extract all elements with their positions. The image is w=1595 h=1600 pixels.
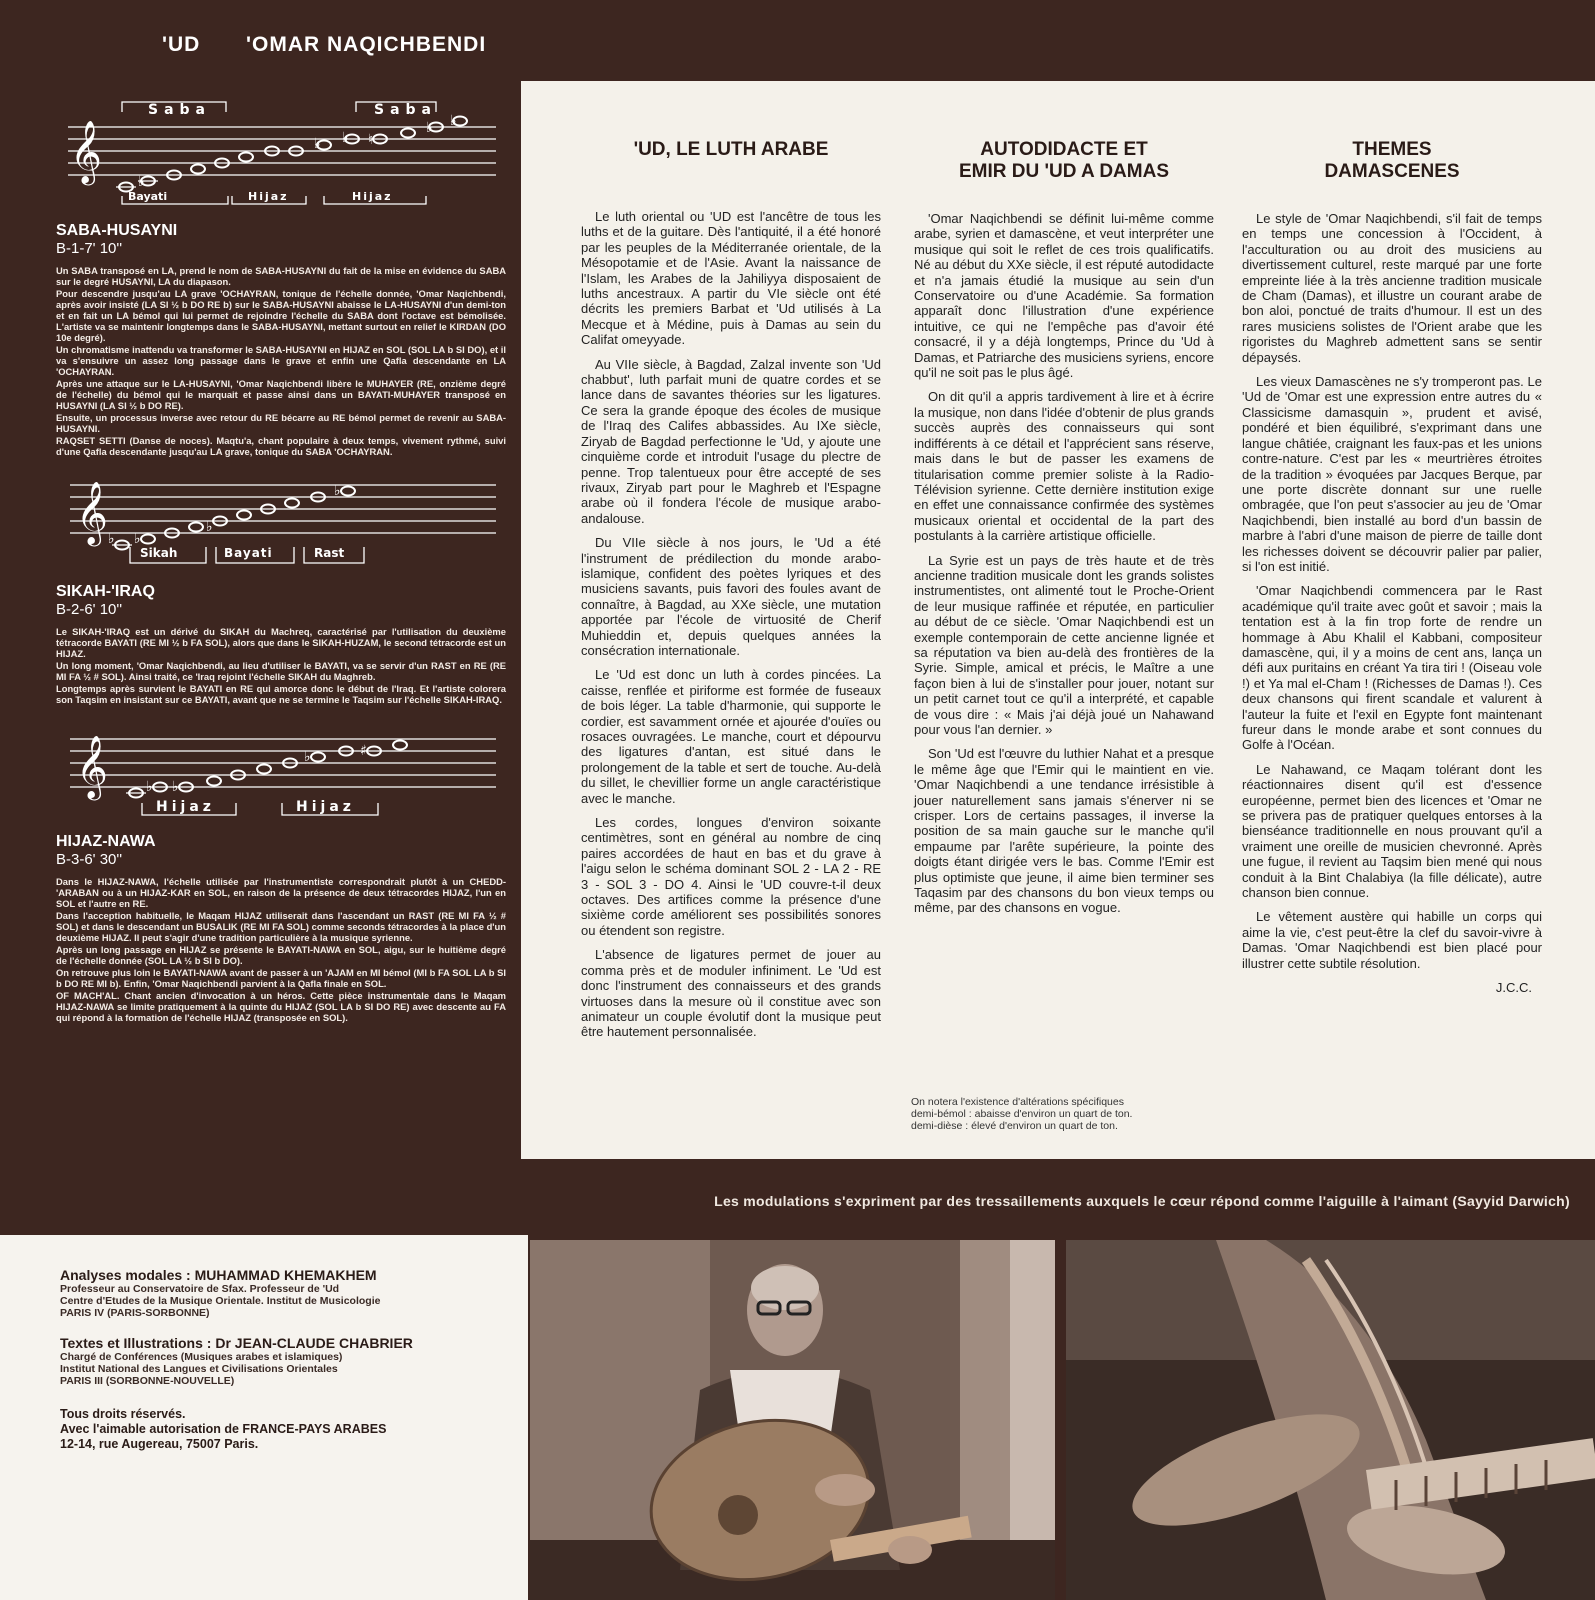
mode-time-sikah-iraq: B-2-6' 10'' [56,601,123,618]
credits-box [0,1235,528,1600]
column-paragraph: Le luth oriental ou 'UD est l'ancêtre de tous les luths et de la guitare. Dès l'antiquité, il a été honoré par les peuples de la Méditerranée orientale, de la Mésopotamie et de l'Asie. Avant la naissance de l'Islam, les Arabes de la Jahiliyya disposaient de luths ancestraux. A partir du VIe siècle ont été décrits les premiers Barbat et 'Ud utilisés à La Mecque et à Médine, puis à Damas au sein du Califat omeyyade. [581,209,881,348]
column-heading-line2: DAMASCENES [1324,161,1460,182]
credit-heading: Analyses modales : MUHAMMAD KHEMAKHEM [60,1267,377,1283]
mode-paragraph: Ensuite, un processus inverse avec retour du RE bécarre au RE bémol permet de revenir au SABA-HUSAYNI. [56,412,506,434]
staff3-label-hijaz-1: Hijaz [156,799,215,815]
staff2-label-sikah: Sikah [140,546,178,560]
credit-line: Institut National des Langues et Civilisations Orientales [60,1363,338,1375]
mode-paragraph: Après une attaque sur le LA-HUSAYNI, 'Omar Naqichbendi libère le MUHAYER (RE, onzième degré de l'échelle) du bémol qui le marquait et passe ainsi dans un BAYATI-MUHAYER transposé en HUSAYNI (LA SI ½ b DO RE). [56,378,506,411]
svg-text:♭: ♭ [146,779,153,795]
mode-title-saba-husayni: SABA-HUSAYNI [56,222,178,239]
liner-notes-panel [521,81,1595,1159]
music-staff-3 [56,711,506,829]
svg-text:♭: ♭ [450,113,457,129]
staff1-label-hijaz-1: Hijaz [248,190,289,203]
column-paragraph: Le style de 'Omar Naqichbendi, s'il fait de temps en temps une concession à l'Occident, à l'acculturation ou au droit des musiciens au divertissement culturel, reste marqué par une forte empreinte liée à la très ancienne tradition musicale de Cham (Damas), et illustre un courant arabe de bon aloi, ponctué de traits d'humour. Il est un des rares musiciens solistes de l'Orient arabe que les rigoristes du Maghreb admettent sans se sentir dépaysés. [1242,211,1542,365]
mode-paragraph: Un long moment, 'Omar Naqichbendi, au lieu d'utiliser le BAYATI, va se servir d'un RAST en RE (RE MI FA ½ # SOL). Ainsi traité, ce 'Iraq rejoint l'échelle SIKAH du Maghreb. [56,660,506,682]
mode-paragraph: On retrouve plus loin le BAYATI-NAWA avant de passer à un 'AJAM en MI bémol (MI b FA SOL LA b SI b DO RE MI b). Enfin, 'Omar Naqichbendi parvient à la Qafla finale en SOL. [56,967,506,989]
music-staff-2 [56,463,506,579]
credit-line: 12-14, rue Augereau, 75007 Paris. [60,1437,259,1451]
staff1-label-bayati: Bayati [128,190,168,203]
column-heading-line1: AUTODIDACTE ET [980,139,1148,160]
staff2-label-rast: Rast [314,546,345,560]
svg-text:♭: ♭ [304,749,311,765]
mode-time-hijaz-nawa: B-3-6' 30'' [56,851,123,868]
modal-analyses [56,90,506,1024]
svg-text:𝄞: 𝄞 [76,735,108,798]
credit-heading: Textes et Illustrations : Dr JEAN-CLAUDE CHABRIER [60,1335,413,1351]
svg-text:𝄞: 𝄞 [70,120,102,183]
column-paragraph: 'Omar Naqichbendi se définit lui-même comme arabe, syrien et damascène, et veut interpréter une musique qui soit le reflet de ces trois qualificatifs. Né au début du XXe siècle, il est réputé autodidacte et n'a jamais étudié la musique au sein d'un Conservatoire ou d'une Académie. Sa formation apparaît donc l'illustration d'une expérience intuitive, ce qui ne l'empêche pas d'avoir été consacré, il y a déjà longtemps, Prince du 'Ud à Damas, et Patriarche des musiciens syriens, encore qu'il ne soit pas le plus âgé. [914,211,1214,381]
staff1-label-saba-2: Saba [374,102,437,118]
svg-text:♭: ♭ [134,531,141,547]
column-paragraph: Son 'Ud est l'œuvre du luthier Nahat et a presque le même âge que l'Emir qui le maintient en vie. 'Omar Naqichbendi a une tendance irrésistible à jouer naturellement sans jamais s'énerver ni se crisper. Lors de certains passages, il inverse la position de sa main gauche sur le manche qu'il empaume par l'arête supérieure, la pointe des doigts étant dirigée vers le bas. Comme l'Emir est plus optimiste que jeune, il aime bien terminer ses Taqasim par des chansons du bon vieux temps ou même, par des chansons en vogue. [914,746,1214,916]
svg-text:♭: ♭ [334,483,341,499]
column-themes-damascenes [1242,139,1542,1005]
column-paragraph: Les cordes, longues d'environ soixante centimètres, sont en général au nombre de cinq paires accordées de haut en bas et du grave à l'aigu selon le schéma dominant SOL 2 - LA 2 - RE 3 - SOL 3 - DO 4. Ainsi le 'UD couvre-t-il deux octaves. Des artifices comme la présence d'une sixième corde améliorent ses possibilités sonores ou étendent son registre. [581,815,881,938]
photo-hands-on-oud [1066,1240,1595,1600]
staff3-label-hijaz-2: Hijaz [296,799,355,815]
svg-text:♮: ♮ [368,132,374,148]
svg-text:♭: ♭ [172,779,179,795]
credit-line: Tous droits réservés. [60,1407,186,1421]
credit-line: PARIS IV (PARIS-SORBONNE) [60,1307,210,1319]
staff-hijaz-nawa [56,711,506,829]
alteration-footnote [911,1096,1191,1132]
mode-paragraph: Dans le HIJAZ-NAWA, l'échelle utilisée par l'instrumentiste correspondrait plutôt à un CHEDD-'ARABAN ou à un HIJAZ-KAR en SOL, en raison de la présence de deux tétracordes HIJAZ, l'un en SOL et l'autre en RE. [56,876,506,909]
column-heading [1242,139,1542,183]
svg-text:♭: ♭ [206,519,213,535]
photo-musician-playing-oud [530,1240,1055,1600]
mode-paragraph: Le SIKAH-'IRAQ est un dérivé du SIKAH du Machreq, caractérisé par l'utilisation du deuxième tétracorde BAYATI (RE MI ½ b FA SOL), alors que dans le SIKAH-HUZAM, le second tétracorde est un HIJAZ. [56,626,506,659]
column-paragraph: Du VIIe siècle à nos jours, le 'Ud a été l'instrument de prédilection du monde arabo-islamique, confident des poètes lyriques et des musiciens savants, puis favori des foules avant de connaître, à Bagdad, au XXe siècle, une mutation apportée par l'école de virtuosité de Cherif Muhieddin et, depuis quelques années la consécration internationale. [581,535,881,658]
column-paragraph: Le vêtement austère qui habille un corps qui aime la vie, c'est peut-être la clef du savoir-vivre à Damas. 'Omar Naqichbendi est bien placé pour illustrer cette subtile résolution. [1242,909,1542,971]
credit-line: Professeur au Conservatoire de Sfax. Professeur de 'Ud [60,1283,340,1295]
mode-paragraph: Pour descendre jusqu'au LA grave 'OCHAYRAN, tonique de l'échelle donnée, 'Omar Naqichbendi, après avoir insisté (LA SI ½ b DO RE b) sur le SABA-HUSAYNI abaisse le LA-HUSAYNI d'un demi-ton et en fait un LA bémol qui lui permet de rejoindre l'échelle du SABA dont l'octave est bémolisée. L'artiste va se maintenir longtemps dans le SABA-HUSAYNI, mettant surtout en relief le KIRDAN (DO 10e degré). [56,288,506,343]
svg-text:♭: ♭ [138,174,145,190]
author-signature: J.C.C. [1495,980,1532,996]
column-paragraph: On dit qu'il a appris tardivement à lire et à écrire la musique, non dans l'idée d'obtenir de plus grands succès auprès des connaisseurs qui sont indifférents à ce détail et l'apprécient sans réserve, mais dans le but de passer les examens de titularisation comme premier soliste à la Radio-Télévision syrienne. Cette dernière institution exige en effet une connaissance confirmée des systèmes musicaux oriental et occidental de la part des postulants à la carrière artistique officielle. [914,389,1214,544]
epigraph-quote: Les modulations s'expriment par des tressaillements auxquels le cœur répond comme l'aiguille à l'aimant (Sayyid Darwich) [714,1193,1570,1209]
staff-sikah-iraq [56,463,506,579]
credit-textes [60,1335,530,1387]
credit-line: PARIS III (SORBONNE-NOUVELLE) [60,1375,235,1387]
music-staff-1 [56,90,506,218]
column-heading: 'UD, LE LUTH ARABE [633,139,829,160]
credit-line: Avec l'aimable autorisation de FRANCE-PAYS ARABES [60,1422,387,1436]
column-heading-line1: THEMES [1352,139,1432,160]
header-artist: 'OMAR NAQICHBENDI [246,33,487,56]
staff2-label-bayati: Bayati [224,546,273,560]
svg-text:♯: ♯ [360,743,367,759]
mode-paragraph: OF MACH'AL. Chant ancien d'invocation à un héros. Cette pièce instrumentale dans le Maqam HIJAZ-NAWA se limite pratiquement à la quinte du HIJAZ (SOL LA b SI DO RE) avec descente au FA qui répond à la formation de l'échelle HIJAZ (transposée en SOL). [56,990,506,1023]
column-autodidacte [914,139,1214,925]
credit-line: Centre d'Etudes de la Musique Orientale. Institut de Musicologie [60,1295,381,1307]
column-paragraph: L'absence de ligatures permet de jouer au comma près et de moduler infiniment. Le 'Ud est donc l'instrument des connaisseurs et des grands virtuoses dans la mesure où il constitue avec son animateur un couple évolutif dont la musique peut être hautement personnalisée. [581,947,881,1040]
column-paragraph: Le Nahawand, ce Maqam tolérant dont les réactionnaires disent qu'il est d'essence européenne, permet bien des licences et 'Omar ne se privera pas de pratiquer quelques entorses à la bienséance traditionnelle en nous prouvant qu'il a vraiment une oreille de musicien chevronné. Après une fugue, il revient au Taqsim bien mené qui nous conduit à la Bint Chalabiya (la fille délicate), autre chanson bien connue. [1242,761,1542,901]
mode-paragraph: Un chromatisme inattendu va transformer le SABA-HUSAYNI en HIJAZ en SOL (SOL LA b SI DO), et il va s'ensuivre un assez long passage dans le grave et enfin une Qafla descendante en LA 'OCHAYRAN. [56,344,506,377]
column-heading-line2: EMIR DU 'UD A DAMAS [959,161,1169,182]
column-heading [914,139,1214,183]
svg-text:♭: ♭ [342,130,349,146]
mode-title-hijaz-nawa: HIJAZ-NAWA [56,833,156,850]
svg-text:♭: ♭ [426,120,433,136]
footnote-line: On notera l'existence d'altérations spécifiques [911,1096,1124,1108]
mode-paragraph: Dans l'acception habituelle, le Maqam HIJAZ utiliserait dans l'ascendant un RAST (RE MI FA ½ # SOL) et dans le descendant un BUSALIK (RE MI FA SOL) comme seconds tétracordes à la place d'un deuxième HIJAZ. Il peut s'agir d'une tradition particulière à la musique syrienne. [56,910,506,943]
header-instrument: 'UD [162,33,201,56]
svg-text:♭: ♭ [314,136,321,152]
svg-text:♭: ♭ [108,531,115,547]
mode-paragraph: Un SABA transposé en LA, prend le nom de SABA-HUSAYNI du fait de la mise en évidence du SABA sur le degré HUSAYNI, LA du diapason. [56,265,506,287]
staff-saba-husayni [56,90,506,218]
mode-paragraph: RAQSET SETTI (Danse de noces). Maqtu'a, chant populaire à deux temps, vivement rythmé, suivi d'une Qafla descendante jusqu'au LA grave, tonique du SABA 'OCHAYRAN. [56,435,506,457]
column-paragraph: Au VIIe siècle, à Bagdad, Zalzal invente son 'Ud chabbut', luth parfait muni de quatre cordes et se lance dans de savantes théories sur les ligatures. Ce sera la grande époque des écoles de musique de l'Iraq des Califes abbassides. Au IXe siècle, Ziryab de Bagdad perfectionne le 'Ud, y ajoute une cinquième corde et introduit l'usage du plectre de penne. Trop talentueux pour être accepté de ses rivaux, Ziryab part pour le Maghreb et l'Espagne arabe où il fondera l'école de musique arabo-andalouse. [581,356,881,526]
mode-time-saba-husayni: B-1-7' 10'' [56,240,123,257]
mode-title-sikah-iraq: SIKAH-'IRAQ [56,583,155,600]
footnote-line: demi-dièse : élevé d'environ un quart de ton. [911,1120,1118,1132]
mode-paragraph: Longtemps après survient le BAYATI en RE qui amorce donc le début de l'Iraq. Et l'artiste colorera son Taqsim en insistant sur ce BAYATI, avant que ne se termine le Taqsim sur l'échelle SIKAH-IRAQ. [56,683,506,705]
column-ud-luth-arabe [581,139,881,1049]
footnote-line: demi-bémol : abaisse d'environ un quart de ton. [911,1108,1133,1120]
column-paragraph: La Syrie est un pays de très haute et de très ancienne tradition musicale dont les grands solistes instrumentistes, ont alimenté tout le Proche-Orient de leur musique raffinée et réputée, en particulier au début de ce siècle. 'Omar Naqichbendi est un exemple contemporain de cette ancienne lignée et sa réputation va bien au-delà des frontières de la Syrie. Simple, amical et précis, le Maître a une façon bien à lui de s'installer pour jouer, notant sur un petit carnet tout ce qu'il a interprété, et capable de vous dire : « Mais j'ai déjà joué un Nahawand pour vous l'an dernier. » [914,552,1214,737]
credit-analyses [60,1267,530,1319]
credit-rights [60,1407,530,1452]
column-paragraph: Le 'Ud est donc un luth à cordes pincées. La caisse, renflée et piriforme est formée de fuseaux de bois léger. La table d'harmonie, qui supporte le cordier, est savamment ornée et ajourée d'ouïes ou rosaces ouvragées. Le manche, court et dépourvu des ligatures d'antan, est situé dans le prolongement de la table et sert de touche. Au-delà du sillet, le chevillier forme un angle caractéristique avec le manche. [581,667,881,806]
mode-paragraph: Après un long passage en HIJAZ se présente le BAYATI-NAWA en SOL, aigu, sur le huitième degré de l'échelle donnée (SOL LA ½ b SI b DO). [56,944,506,966]
staff1-label-hijaz-2: Hijaz [352,190,393,203]
credit-line: Chargé de Conférences (Musiques arabes et islamiques) [60,1351,343,1363]
svg-text:𝄞: 𝄞 [76,481,108,544]
column-paragraph: Les vieux Damascènes ne s'y tromperont pas. Le 'Ud de 'Omar est une expression entre autres du « Classicisme damasquin », prudent et avisé, pondéré et bien équilibré, s'exprimant dans une langue châtiée, craignant les faux-pas et les unions contre-nature. C'est par les « meurtrières étroites de la tradition » évoquées par Jacques Berque, par une porte discrète donnant sur une ruelle ombragée, que l'on peut s'associer au jeu de 'Omar Naqichbendi, bien installé au bord d'un bassin de marbre à l'abri d'une maison de pierre de taille dont les richesses doivent se découvrir palier par palier, si l'on est initié. [1242,374,1542,574]
column-paragraph: 'Omar Naqichbendi commencera par le Rast académique qu'il traite avec goût et savoir ; mais la tentation est à la fin trop forte de rendre un hommage à Abu Khalil el Kabbani, compositeur damascène, qui, il y a moins de cent ans, lança un défi aux puritains en créant Ya tira tiri ! (Oiseau vole !) et Ya mal el-Cham ! (Richesses de Damas !). Ces deux chansons qui firent scandale et valurent à l'auteur la fuite et l'exil en Egypte font maintenant fureur dans le monde arabe et sont connues du Golfe à l'Océan. [1242,583,1542,753]
staff1-label-saba-1: Saba [148,102,211,118]
